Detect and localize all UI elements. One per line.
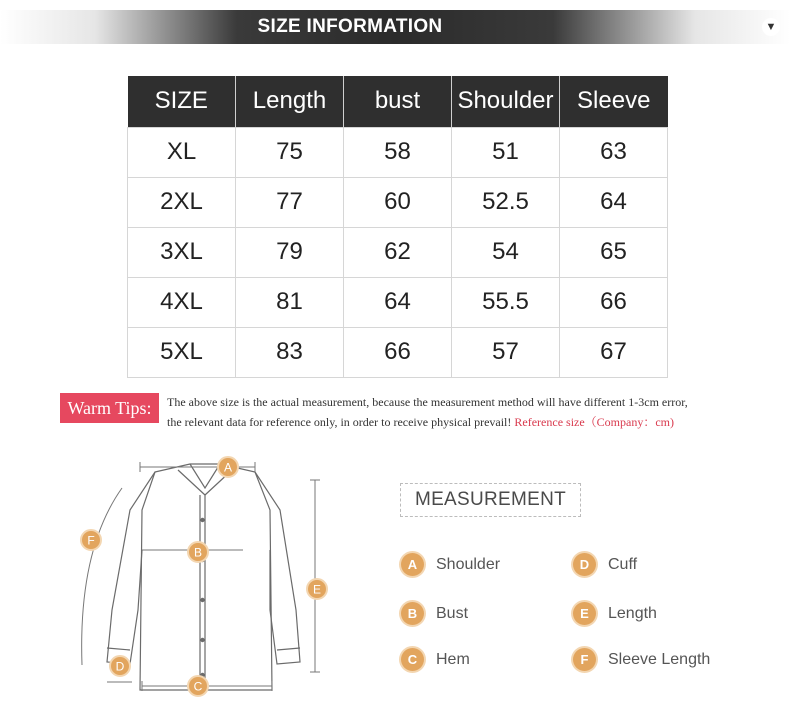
table-cell: 81 [236, 277, 344, 327]
marker-b-icon [188, 542, 208, 562]
table-cell: 64 [344, 277, 452, 327]
marker-f-icon [81, 530, 101, 550]
legend-label: Cuff [608, 555, 638, 573]
table-cell: 60 [344, 177, 452, 227]
legend-label: Bust [436, 604, 469, 622]
marker-e-icon [307, 579, 327, 599]
reference-size-note: Reference size（Company：cm) [514, 415, 674, 429]
table-cell: 55.5 [452, 277, 560, 327]
table-cell: 77 [236, 177, 344, 227]
size-chart-table [127, 76, 668, 378]
section-header-banner [0, 10, 790, 44]
column-header: Shoulder [452, 76, 560, 127]
legend-item-shoulder [401, 553, 500, 576]
table-cell: 4XL [128, 277, 236, 327]
tips-line-2 [167, 412, 787, 432]
badge-d-icon: D [573, 553, 596, 576]
warm-tips-label: Warm Tips: [60, 393, 159, 423]
shirt-measurement-diagram [60, 450, 350, 712]
badge-b-icon: B [401, 602, 424, 625]
svg-text:C: C [193, 679, 203, 694]
marker-d-icon [110, 656, 130, 676]
table-row [128, 177, 668, 227]
table-cell: 83 [236, 327, 344, 377]
table-row [128, 127, 668, 177]
table-cell: 62 [344, 227, 452, 277]
table-cell: 51 [452, 127, 560, 177]
svg-text:D: D [115, 659, 125, 674]
svg-text:E: E [312, 582, 322, 597]
table-cell: 79 [236, 227, 344, 277]
column-header: SIZE [128, 76, 236, 127]
legend-item-bust [401, 602, 468, 625]
table-cell: 52.5 [452, 177, 560, 227]
legend-item-length [573, 602, 657, 625]
table-header-row [128, 76, 668, 127]
table-cell: 75 [236, 127, 344, 177]
chevron-down-icon[interactable]: ▼ [762, 18, 780, 36]
table-row [128, 327, 668, 377]
badge-c-icon: C [401, 648, 424, 671]
badge-e-icon: E [573, 602, 596, 625]
table-cell: 66 [560, 277, 668, 327]
column-header: Sleeve [560, 76, 668, 127]
legend-label: Hem [436, 650, 470, 668]
svg-text:A: A [223, 460, 233, 475]
legend-item-sleeve-length [573, 648, 710, 671]
badge-f-icon: F [573, 648, 596, 671]
table-row [128, 227, 668, 277]
table-cell: 58 [344, 127, 452, 177]
table-cell: 3XL [128, 227, 236, 277]
column-header: bust [344, 76, 452, 127]
svg-text:B: B [193, 545, 203, 560]
section-title: SIZE INFORMATION [257, 16, 443, 37]
legend-label: Length [608, 604, 657, 622]
badge-a-icon: A [401, 553, 424, 576]
legend-label: Shoulder [436, 555, 501, 573]
legend-item-hem [401, 648, 470, 671]
table-cell: 5XL [128, 327, 236, 377]
measurement-title: MEASUREMENT [400, 483, 581, 517]
tips-note [167, 392, 787, 432]
svg-text:F: F [87, 533, 95, 548]
tips-line-1: The above size is the actual measurement, because the measurement method will have different 1-3cm error, [167, 395, 688, 409]
table-cell: 63 [560, 127, 668, 177]
table-row [128, 277, 668, 327]
marker-a-icon [218, 457, 238, 477]
table-cell: 2XL [128, 177, 236, 227]
table-cell: XL [128, 127, 236, 177]
marker-c-icon [188, 676, 208, 696]
table-cell: 64 [560, 177, 668, 227]
table-cell: 54 [452, 227, 560, 277]
table-cell: 66 [344, 327, 452, 377]
legend-label: Sleeve Length [608, 650, 711, 668]
legend-item-cuff [573, 553, 637, 576]
table-cell: 65 [560, 227, 668, 277]
column-header: Length [236, 76, 344, 127]
tips-line-2-text: the relevant data for reference only, in order to receive physical prevail! [167, 415, 512, 429]
shirt-outline [107, 464, 300, 690]
table-cell: 67 [560, 327, 668, 377]
table-cell: 57 [452, 327, 560, 377]
